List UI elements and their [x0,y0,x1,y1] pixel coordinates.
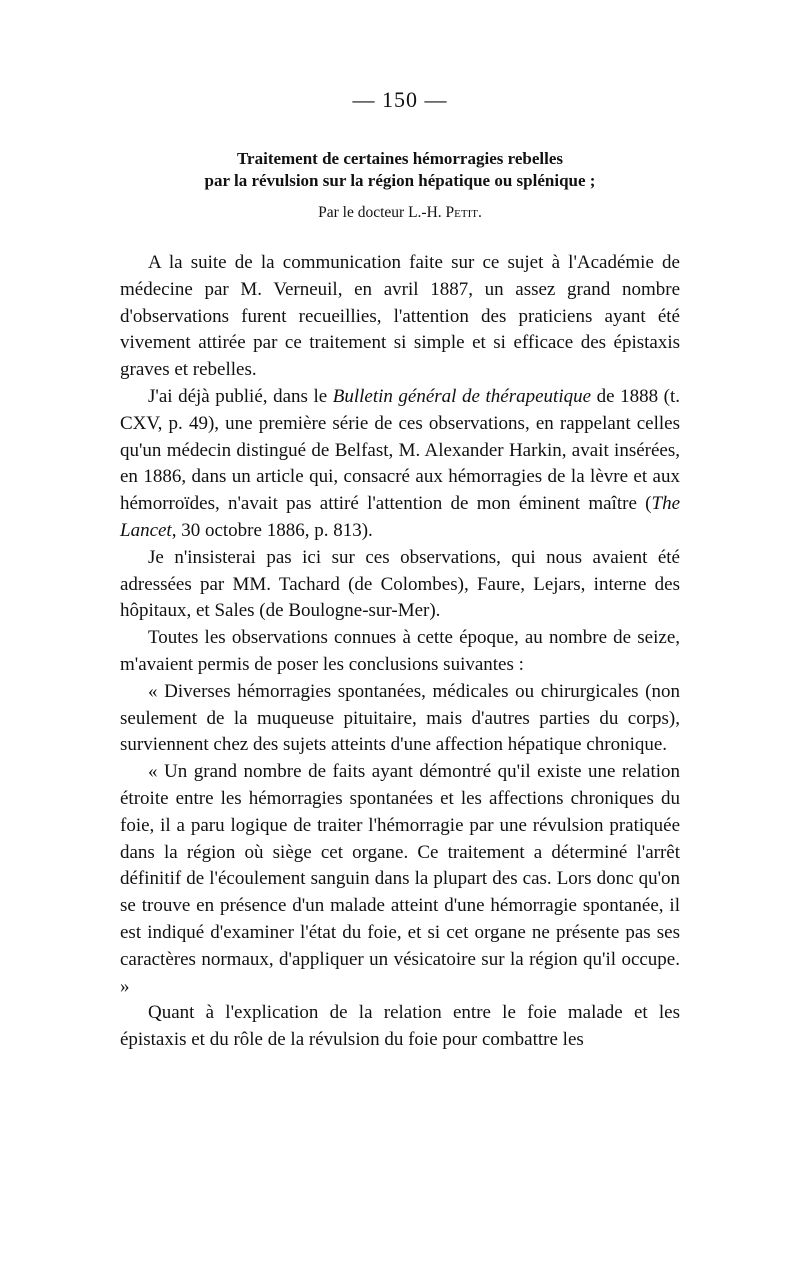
paragraph-2-text-b: de 1888 (t. CXV, p. 49), une première série de ces observations, en rappelant celles qu'un médecin distingué de Belfast, M. Alexander Harkin, avait insérées, en 1886, dans un article qui, consacré aux hémorragies de la lèvre et aux hémorroïdes, n'avait pas attiré l'attention de mon éminent maître ( [120,385,680,515]
page-number: — 150 — [352,87,448,112]
paragraph-2-text-c: , 30 octobre 1886, p. 813). [171,519,373,541]
author-name: Petit. [445,204,482,221]
author-line [120,202,680,224]
paragraph-2-text-a: J'ai déjà publié, dans le [148,385,333,407]
paragraph-7: Quant à l'explication de la relation entre le foie malade et les épistaxis et du rôle de la révulsion du foie pour combattre les [120,1002,680,1051]
paragraph-6: « Un grand nombre de faits ayant démontré qu'il existe une relation étroite entre les hémorragies spontanées et les affections chroniques du foie, il a paru logique de traiter l'hémorragie par une révulsion pratiquée dans la région où siège cet organe. Ce traitement a déterminé l'arrêt définitif de l'écoulement sanguin dans la plupart des cas. Lors donc qu'on se trouve en présence d'un malade atteint d'une hémorragie spontanée, il est indiqué d'examiner l'état du foie, et si cet organe ne présente pas ses caractères normaux, d'appliquer un vésicatoire sur la région qu'il occupe. » [120,761,680,997]
author-prefix: Par le docteur L.-H. [318,204,446,221]
paragraph-5: « Diverses hémorragies spontanées, médicales ou chirurgicales (non seulement de la muqueuse pituitaire, mais d'autres parties du corps), surviennent chez des sujets atteints d'une affection hépatique chronique. [120,680,680,756]
article-body [120,250,680,1054]
document-page [120,86,680,1054]
paragraph-2-italic-lancet: The Lancet [120,493,680,541]
paragraph-4: Toutes les observations connues à cette époque, au nombre de seize, m'avaient permis de poser les conclusions suivantes : [120,627,680,675]
paragraph-3: Je n'insisterai pas ici sur ces observations, qui nous avaient été adressées par MM. Tachard (de Colombes), Faure, Lejars, interne des hôpitaux, et Sales (de Boulogne-sur-Mer). [120,546,680,622]
article-title-line-1: Traitement de certaines hémorragies rebelles [236,149,564,168]
article-title-line-2: par la révulsion sur la région hépatique ou splénique ; [204,171,596,190]
paragraph-2 [120,384,680,545]
paragraph-2-italic-bulletin: Bulletin général de thérapeutique [332,385,592,407]
paragraph-1: A la suite de la communication faite sur ce sujet à l'Académie de médecine par M. Verneuil, en avril 1887, un assez grand nombre d'observations furent recueillies, l'attention des praticiens ayant été vivement attirée par ce traitement si simple et si efficace des épistaxis graves et rebelles. [120,252,680,381]
